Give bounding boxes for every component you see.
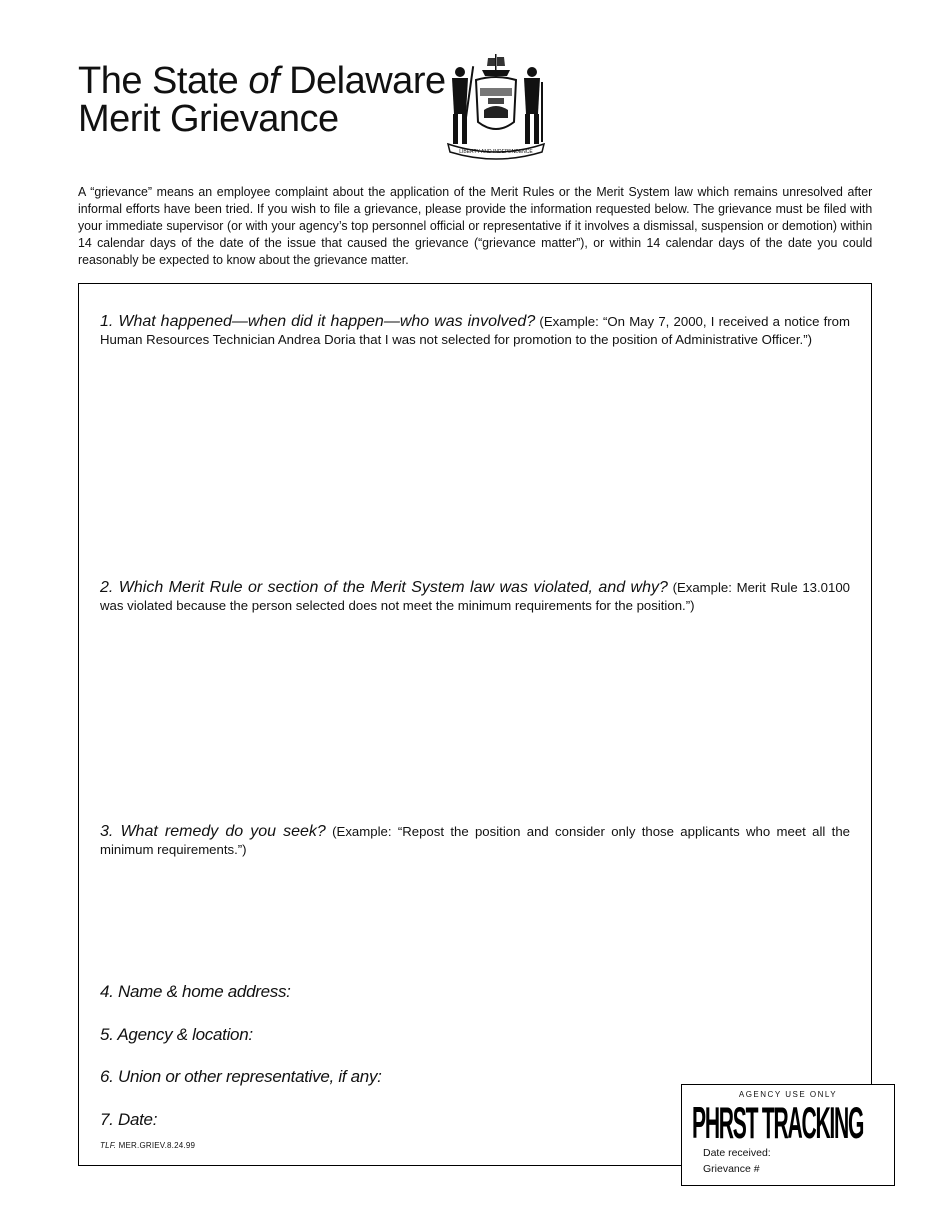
question-1-lead: 1. What happened—when did it happen—who was involved?: [100, 313, 536, 330]
question-3: [100, 823, 850, 859]
form-code-prefix: TLF.: [100, 1141, 117, 1150]
question-2-lead: 2. Which Merit Rule or section of the Merit System law was violated, and why?: [100, 579, 668, 596]
form-code: [100, 1141, 195, 1150]
seal-motto: LIBERTY AND INDEPENDENCE: [459, 149, 533, 155]
phrst-tracking-logo: PHRST TRACKING: [692, 1099, 864, 1149]
title-line-2: Merit Grievance: [78, 98, 339, 140]
delaware-state-seal-icon: [438, 52, 554, 160]
date-label: 7. Date:: [100, 1110, 158, 1129]
question-2-example: (Example: Merit Rule 13.0100 was violated because the person selected does not meet the minimum requirements for the position.”): [100, 580, 850, 613]
title-italic-of: of: [248, 60, 280, 102]
page-title: [78, 62, 446, 138]
title-part-1: The State: [78, 60, 249, 102]
question-3-lead: 3. What remedy do you seek?: [100, 823, 326, 840]
agency-location-label: 5. Agency & location:: [100, 1025, 253, 1044]
form-code-number: MER.GRIEV.8.24.99: [116, 1141, 196, 1150]
question-1-example: (Example: “On May 7, 2000, I received a notice from Human Resources Technician Andrea Doria that I was not selected for promotion to the position of Administrative Officer.”): [100, 314, 850, 347]
date-received-label: Date received:: [703, 1147, 771, 1159]
union-representative-label: 6. Union or other representative, if any:: [100, 1067, 382, 1086]
question-1: [100, 313, 850, 349]
intro-paragraph: A “grievance” means an employee complaint about the application of the Merit Rules or the Merit System law which remains unresolved after informal efforts have been tried. If you wish to file a grievance, please provide the information requested below. The grievance must be filed with your immediate supervisor (or with your agency’s top personnel official or representative if it involves a dismissal, suspension or demotion) within 14 calendar days of the date of the issue that caused the grievance (“grievance matter”), or within 14 calendar days of the date you could reasonably be expected to know about the grievance matter.: [78, 184, 873, 267]
title-part-2: Delaware: [279, 60, 446, 102]
grievance-number-label: Grievance #: [703, 1163, 760, 1175]
agency-use-header: AGENCY USE ONLY: [738, 1090, 838, 1099]
question-3-example: (Example: “Repost the position and consider only those applicants who meet all the minimum requirements.”): [100, 824, 850, 857]
agency-use-box: [681, 1084, 895, 1186]
name-address-label: 4. Name & home address:: [100, 982, 291, 1001]
question-2: [100, 579, 850, 615]
